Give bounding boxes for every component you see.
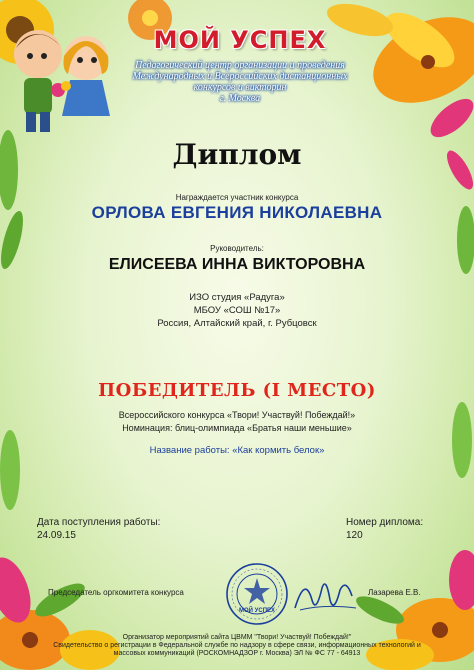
- diploma-number-label: Номер диплома:: [346, 517, 424, 528]
- signature: [290, 570, 360, 620]
- received-date-label: Дата поступления работы:: [37, 517, 161, 528]
- result-title: ПОБЕДИТЕЛЬ (I МЕСТО): [98, 380, 376, 401]
- org-line: Россия, Алтайский край, г. Рубцовск: [157, 318, 317, 329]
- work-title-line: Название работы: «Как кормить белок»: [149, 445, 325, 456]
- recipient-name: ОРЛОВА ЕВГЕНИЯ НИКОЛАЕВНА: [91, 203, 383, 222]
- subtitle-line: г. Москва: [219, 93, 261, 104]
- seal-stamp: [225, 562, 289, 626]
- diploma-title: Диплом: [172, 138, 302, 171]
- signer-name: Лазарева Е.В.: [368, 588, 421, 597]
- kids-illustration: [10, 12, 120, 137]
- subtitle-line: конкурсов и викторин: [193, 82, 287, 93]
- contest-line: Всероссийского конкурса «Твори! Участвуй! Побеждай!»: [118, 410, 356, 420]
- org-line: ИЗО студия «Радуга»: [189, 292, 285, 303]
- org-line: МБОУ «СОШ №17»: [193, 305, 281, 316]
- footer-line: Свидетельство о регистрации в Федеральной службе по надзору в сфере связи, информационных технологий и: [53, 642, 421, 649]
- nomination-line: Номинация: блиц-олимпиада «Братья наши меньшие»: [122, 423, 352, 433]
- footer: [0, 634, 474, 658]
- chairman-label: Председатель оргкомитета конкурса: [48, 588, 184, 597]
- awarded-label: Награждается участник конкурса: [175, 193, 299, 202]
- received-date: 24.09.15: [37, 530, 76, 541]
- seal-center-text: МОЙ УСПЕХ: [238, 608, 276, 614]
- header-title: МОЙ УСПЕХ: [153, 26, 327, 54]
- leader-name: ЕЛИСЕЕВА ИННА ВИКТОРОВНА: [108, 256, 366, 273]
- footer-line: Организатор мероприятий сайта ЦВММ "Твори! Участвуй! Побеждай!": [122, 634, 352, 641]
- subtitle-line: Международных и Всероссийских дистанционных: [132, 71, 348, 82]
- diploma-number: 120: [346, 530, 363, 541]
- leader-label: Руководитель:: [210, 244, 264, 253]
- footer-line: массовых коммуникаций (РОСКОМНАДЗОР г. Москва) ЭЛ № ФС 77 - 64913: [113, 650, 361, 657]
- header-subtitle: [118, 60, 362, 104]
- subtitle-line: Педагогический центр организации и проведения: [135, 60, 345, 71]
